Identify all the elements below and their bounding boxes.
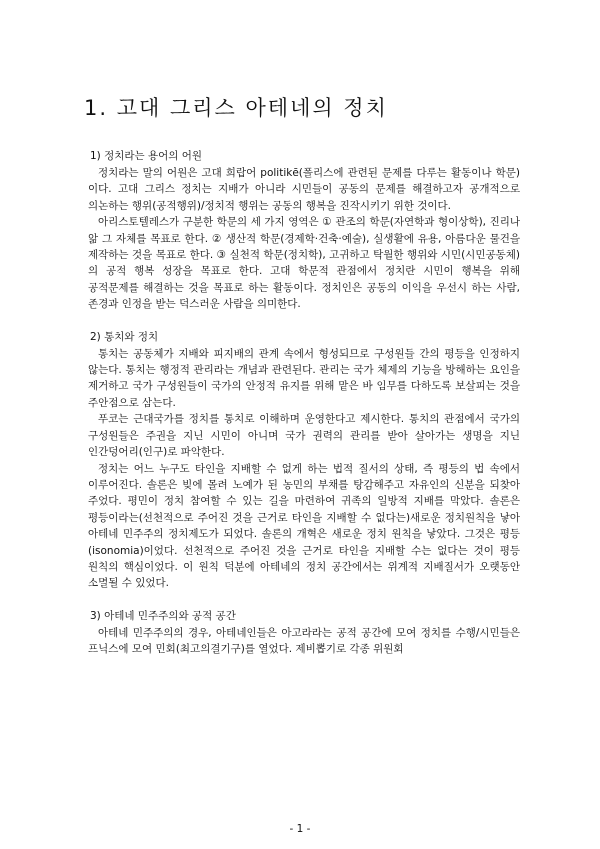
- paragraph: 아테네 민주주의의 경우, 아테네인들은 아고라라는 공적 공간에 모여 정치를 수행/시민들은 프닉스에 모여 민회(최고의결기구)를 열었다. 제비뽑기로 각종 위원회: [88, 626, 520, 656]
- paragraph: 정치라는 말의 어원은 고대 희랍어 politikē(폴리스에 관련된 문제를 다루는 활동이나 학문)이다. 고대 그리스 정치는 지배가 아니라 시민들이 공동의 문제를 해결하고자 공개적으로 의논하는 행위(공적행위)/정치적 행위는 공동의 행복을 진작시키기 위한 것이다.: [88, 167, 520, 212]
- paragraph: 푸코는 근대국가를 정치를 통치로 이해하며 운영한다고 제시한다. 통치의 관점에서 국가의 구성원들은 주권을 지닌 시민이 아니며 국가 권력의 관리를 받아 살아가는 생명을 지닌 인간덩어리(인구)로 파악한다.: [88, 413, 520, 459]
- paragraph: 아리스토텔레스가 구분한 학문의 세 가지 영역은 ① 관조의 학문(자연학과 형이상학), 진리나 앎 그 자체를 목표로 한다. ② 생산적 학문(경제학·건축·예술), 실생활에 유용, 아름다운 물건을 제작하는 것을 목표로 한다. ③ 실천적 학문(정치학), 고귀하고 탁월한 행위와 시민(시민공동체)의 공적 행복 성장을 목표로 한다. 고대 학문적 관점에서 정치란 시민이 행복을 위해 공적문제를 해결하는 것을 목표로 하는 활동이다. 정치인은 공동의 이익을 우선시 하는 사람, 존경과 인정을 받는 덕스러운 사람을 의미한다.: [88, 216, 520, 311]
- paragraph: 정치는 어느 누구도 타인을 지배할 수 없게 하는 법적 질서의 상태, 즉 평등의 법 속에서 이루어진다. 솔론은 빚에 몰려 노예가 된 농민의 부채를 탕감해주고 자유인의 신분을 되찾아 주었다. 평민이 정치 참여할 수 있는 길을 마련하여 귀족의 일방적 지배를 막았다. 솔론은 평등이라는(선천적으로 주어진 것을 근거로 타인을 지배할 수 없다는)새로운 정치원칙을 낳아 아테네 민주주의 정치제도가 되었다. 솔론의 개혁은 새로운 정치 원칙을 낳았다. 그것은 평등(isonomia)이었다. 선천적으로 주어진 것을 근거로 타인을 지배할 수는 없다는 것이 평등 원칙의 핵심이었다. 이 원칙 덕분에 아테네의 정치 공간에서는 위계적 지배질서가 오랫동안 소멸될 수 있었다.: [88, 462, 520, 590]
- document-title: 1. 고대 그리스 아테네의 정치: [84, 96, 388, 120]
- section-heading: 2) 통치와 정치: [90, 330, 159, 343]
- spacer: [88, 592, 520, 608]
- document-body: [88, 148, 520, 658]
- spacer: [88, 313, 520, 329]
- section-heading: 3) 아테네 민주주의와 공적 공간: [90, 609, 236, 622]
- paragraph: 통치는 공동체가 지배와 피지배의 관계 속에서 형성되므로 구성원들 간의 평등을 인정하지 않는다. 통치는 행정적 관리라는 개념과 관련된다. 관리는 국가 체제의 기능을 방해하는 요인을 제거하고 국가 구성원들이 국가의 안정적 유지를 위해 맡은 바 임무를 다하도록 보살피는 것을 주안점으로 삼는다.: [88, 347, 520, 409]
- section-heading: 1) 정치라는 용어의 어원: [90, 150, 203, 162]
- page-number: - 1 -: [289, 823, 311, 835]
